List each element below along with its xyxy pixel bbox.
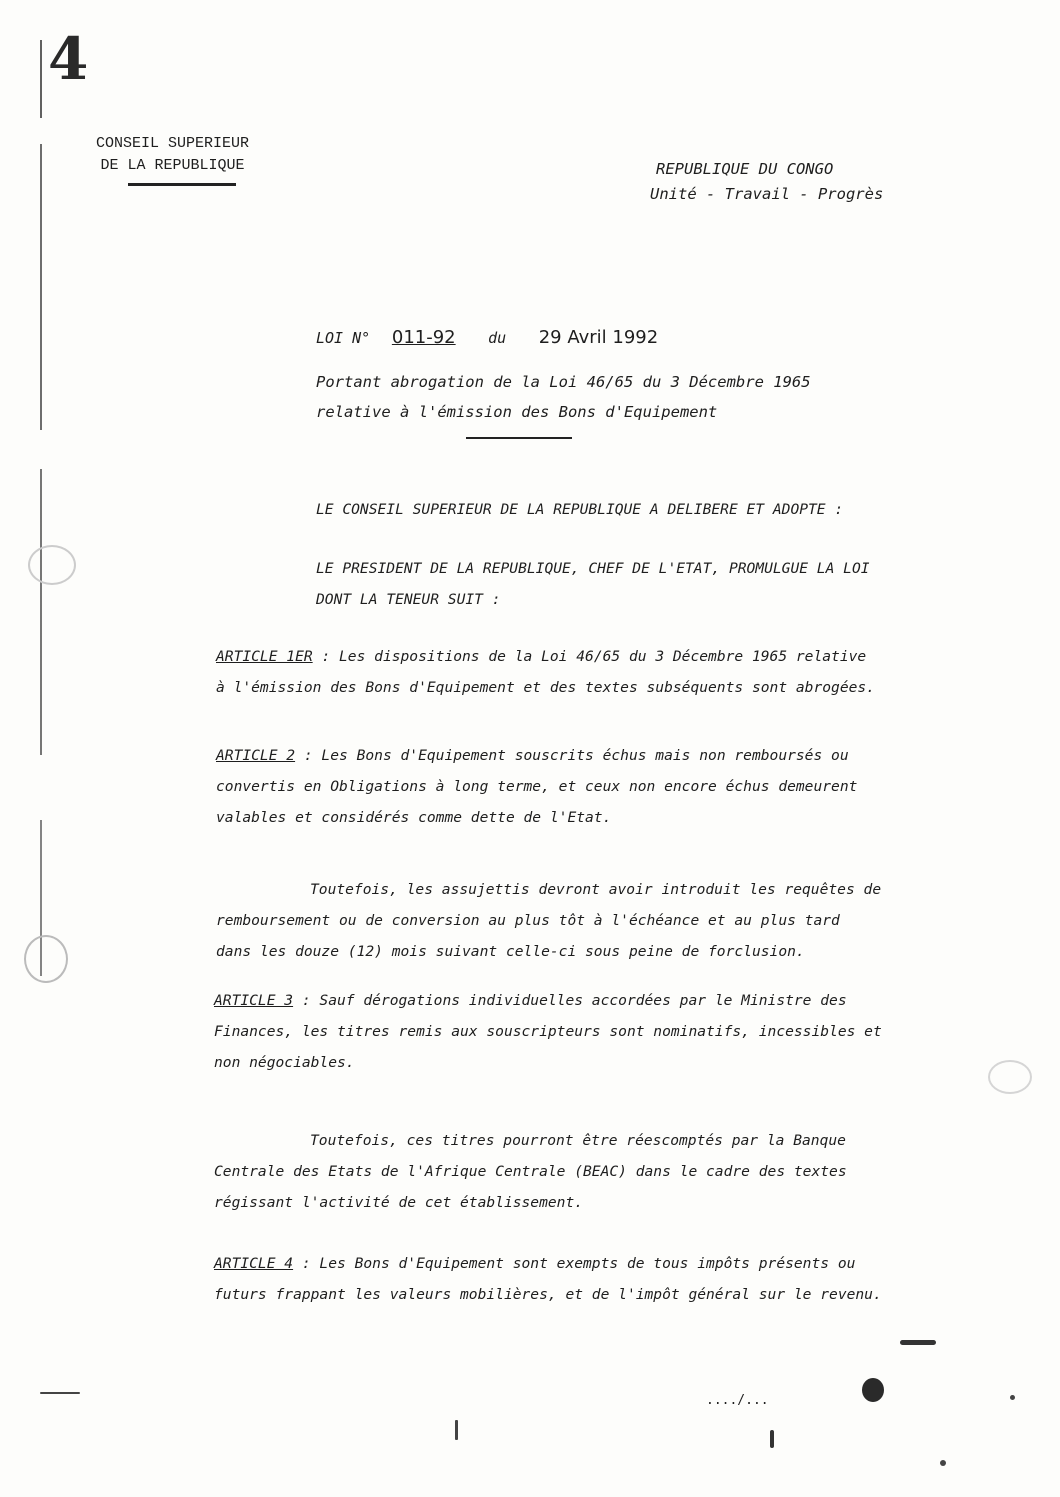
margin-line bbox=[40, 40, 42, 1340]
article-2-line-1: : Les Bons d'Equipement souscrits échus mais non remboursés ou bbox=[295, 747, 849, 764]
article-2-label: ARTICLE 2 bbox=[216, 747, 296, 764]
article-3b-line-1: Toutefois, ces titres pourront être réescomptés par la Banque bbox=[310, 1132, 846, 1149]
article-3-label: ARTICLE 3 bbox=[214, 992, 294, 1009]
article-1-line-2: à l'émission des Bons d'Equipement et des textes subséquents sont abrogées. bbox=[216, 679, 875, 696]
article-3-line-2: Finances, les titres remis aux souscripteurs sont nominatifs, incessibles et bbox=[214, 1023, 882, 1040]
scan-speck bbox=[455, 1420, 458, 1440]
article-2-line-3: valables et considérés comme dette de l'Etat. bbox=[216, 809, 612, 826]
article-2b-line-3: dans les douze (12) mois suivant celle-ci sous peine de forclusion. bbox=[216, 943, 805, 960]
subtitle-line-2: relative à l'émission des Bons d'Equipement bbox=[316, 403, 718, 421]
paper-stain bbox=[988, 1060, 1032, 1094]
article-3-paragraph-2 bbox=[214, 1125, 847, 1218]
ink-smear bbox=[900, 1340, 936, 1345]
punch-hole-shadow bbox=[28, 545, 76, 585]
law-prefix: LOI N° bbox=[316, 329, 371, 347]
handwritten-page-mark: 4 bbox=[48, 25, 89, 93]
law-number: 011-92 bbox=[391, 327, 456, 348]
country-header bbox=[650, 157, 883, 207]
scan-speck bbox=[1010, 1395, 1015, 1400]
issuer-header bbox=[96, 133, 249, 177]
law-title bbox=[316, 327, 658, 348]
preamble-president-line-1: LE PRESIDENT DE LA REPUBLIQUE, CHEF DE L'ETAT, PROMULGUE LA LOI bbox=[316, 560, 870, 577]
continuation-mark: ..../... bbox=[706, 1393, 769, 1408]
preamble-president-line-2: DONT LA TENEUR SUIT : bbox=[316, 591, 501, 608]
issuer-line-1: CONSEIL SUPERIEUR bbox=[96, 135, 250, 152]
punch-hole-shadow bbox=[24, 935, 68, 983]
article-4 bbox=[214, 1248, 882, 1310]
article-3-line-1: : Sauf dérogations individuelles accordées par le Ministre des bbox=[293, 992, 847, 1009]
subtitle-rule bbox=[466, 437, 572, 439]
article-2b-line-2: remboursement ou de conversion au plus tôt à l'échéance et au plus tard bbox=[216, 912, 840, 929]
issuer-underline bbox=[128, 183, 236, 186]
article-3b-line-3: régissant l'activité de cet établissement. bbox=[214, 1194, 584, 1211]
preamble-president bbox=[316, 553, 870, 615]
article-1-label: ARTICLE 1ER bbox=[216, 648, 313, 665]
law-du: du bbox=[488, 329, 507, 347]
law-subtitle bbox=[316, 367, 811, 427]
ink-blot bbox=[862, 1378, 884, 1402]
subtitle-line-1: Portant abrogation de la Loi 46/65 du 3 Décembre 1965 bbox=[316, 373, 811, 391]
article-2b-line-1: Toutefois, les assujettis devront avoir introduit les requêtes de bbox=[310, 881, 882, 898]
article-2-line-2: convertis en Obligations à long terme, et ceux non encore échus demeurent bbox=[216, 778, 858, 795]
article-4-label: ARTICLE 4 bbox=[214, 1255, 294, 1272]
country-motto: Unité - Travail - Progrès bbox=[650, 185, 884, 203]
scan-speck bbox=[770, 1430, 774, 1448]
article-1-line-1: : Les dispositions de la Loi 46/65 du 3 Décembre 1965 relative bbox=[312, 648, 867, 665]
article-2 bbox=[216, 740, 857, 833]
scan-speck bbox=[940, 1460, 946, 1466]
scan-speck bbox=[40, 1392, 80, 1394]
law-date: 29 Avril 1992 bbox=[538, 327, 659, 348]
preamble-council: LE CONSEIL SUPERIEUR DE LA REPUBLIQUE A DELIBERE ET ADOPTE : bbox=[316, 501, 844, 518]
article-2-paragraph-2 bbox=[216, 874, 881, 967]
article-1 bbox=[216, 641, 875, 703]
article-3b-line-2: Centrale des Etats de l'Afrique Centrale (BEAC) dans le cadre des textes bbox=[214, 1163, 847, 1180]
issuer-line-2: DE LA REPUBLIQUE bbox=[100, 157, 245, 174]
article-4-line-2: futurs frappant les valeurs mobilières, et de l'impôt général sur le revenu. bbox=[214, 1286, 882, 1303]
article-3 bbox=[214, 985, 882, 1078]
article-3-line-3: non négociables. bbox=[214, 1054, 355, 1071]
country-name: REPUBLIQUE DU CONGO bbox=[656, 160, 834, 178]
article-4-line-1: : Les Bons d'Equipement sont exempts de tous impôts présents ou bbox=[293, 1255, 856, 1272]
